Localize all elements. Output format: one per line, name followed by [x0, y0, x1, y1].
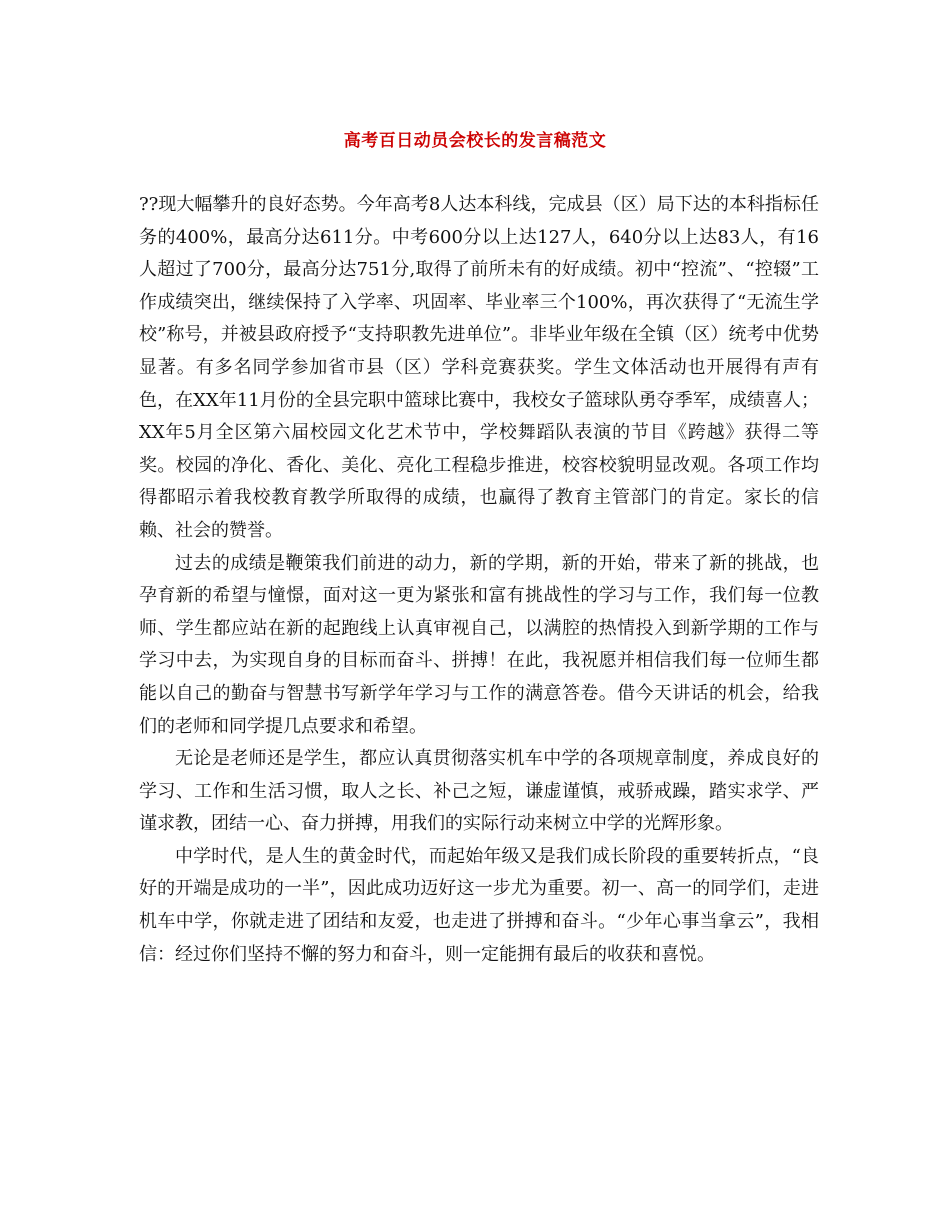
paragraph-3: 无论是老师还是学生，都应认真贯彻落实机车中学的各项规章制度，养成良好的学习、工作和生活习惯，取人之长、补己之短，谦虚谨慎，戒骄戒躁，踏实求学、严谨求教，团结一心、奋力拼搏，用我们的实际行动来树立中学的光辉形象。 [139, 748, 819, 835]
paragraph-2: 过去的成绩是鞭策我们前进的动力，新的学期，新的开始，带来了新的挑战，也孕育新的希望与憧憬，面对这一更为紧张和富有挑战性的学习与工作，我们每一位教师、学生都应站在新的起跑线上认真审视自己，以满腔的热情投入到新学期的工作与学习中去，为实现自身的目标而奋斗、拼搏！在此，我祝愿并相信我们每一位师生都能以自己的勤奋与智慧书写新学年学习与工作的满意答卷。借今天讲话的机会，给我们的老师和同学提几点要求和希望。 [139, 552, 819, 737]
paragraph-4: 中学时代，是人生的黄金时代，而起始年级又是我们成长阶段的重要转折点，“良好的开端是成功的一半”，因此成功迈好这一步尤为重要。初一、高一的同学们，走进机车中学，你就走进了团结和友爱，也走进了拼搏和奋斗。“少年心事当拿云”，我相信：经过你们坚持不懈的努力和奋斗，则一定能拥有最后的收获和喜悦。 [139, 845, 819, 965]
document-title: 高考百日动员会校长的发言稿范文 [343, 131, 607, 151]
paragraph-1: ??现大幅攀升的良好态势。今年高考8人达本科线，完成县（区）局下达的本科指标任务的400%，最高分达611分。中考600分以上达127人，640分以上达83人，有16人超过了700分，最高分达751分,取得了前所未有的好成绩。初中“控流”、“控辍”工作成绩突出，继续保持了入学率、巩固率、毕业率三个100%，再次获得了“无流生学校”称号，并被县政府授予“支持职教先进单位”。非毕业年级在全镇（区）统考中优势显著。有多名同学参加省市县（区）学科竞赛获奖。学生文体活动也开展得有声有色，在XX年11月份的全县完职中篮球比赛中，我校女子篮球队勇夺季军，成绩喜人；XX年5月全区第六届校园文化艺术节中，学校舞蹈队表演的节目《跨越》获得二等奖。校园的净化、香化、美化、亮化工程稳步推进，校容校貌明显改观。各项工作均得都昭示着我校教育教学所取得的成绩，也赢得了教育主管部门的肯定。家长的信赖、社会的赞誉。 [139, 194, 819, 541]
document-body [139, 189, 819, 971]
